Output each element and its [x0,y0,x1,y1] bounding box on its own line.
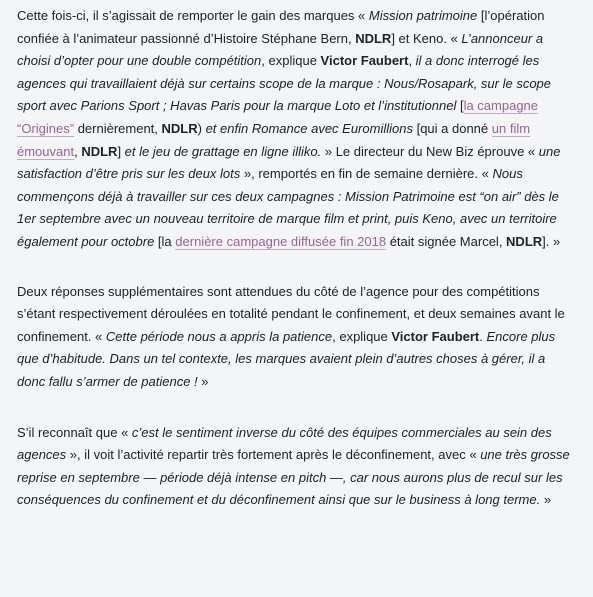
ndlr-label: NDLR [161,120,198,136]
quote-text: Nous commençons déjà à travailler sur ces deux campagnes : Mission Patrimoine est “on air” dès le 1er septembre avec un nouveau territoire de marque film et print, puis Keno, avec un territoire également pour octobre [17,166,559,249]
text-span: , [408,53,416,69]
text-span: [ [456,98,464,114]
quote-text: une satisfaction d’être pris sur les deux lots [17,143,561,182]
paragraph-1 [17,5,575,254]
person-name: Victor Faubert [320,53,409,69]
text-span: ) [197,120,206,136]
text-span: » [197,373,209,389]
quote-text: et enfin Romance avec Euromillions [205,120,413,136]
quote-text: il a donc interrogé les agences qui travaillaient déjà sur certains scope de la marque : Nous/Rosapark, sur le scope sport avec Parions Sport ; Havas Paris pour la marque Loto et l’institutionnel [17,53,552,114]
italic-text: Mission patrimoine [368,8,478,23]
text-span: [l’opération confiée à l’animateur passionné d’Histoire Stéphane Bern, [17,8,545,46]
link-derniere-campagne[interactable]: dernière campagne diffusée fin 2018 [175,233,387,249]
text-span: ] [117,143,125,159]
text-span: Deux réponses supplémentaires sont attendues du côté de l’agence pour des compétitions s’étant respectivement déroulées en totalité pendant le confinement, et deux semaines avant le confinement. « [17,283,565,344]
quote-text: c’est le sentiment inverse du côté des équipes commerciales au sein des agences [17,424,552,463]
text-span: . [479,328,487,344]
paragraph-2 [17,281,575,394]
text-span: , [74,143,82,159]
paragraph-3 [17,422,575,512]
quote-text: Cette période nous a appris la patience [105,328,333,344]
text-span: » [540,492,552,508]
text-span: S’il reconnaît que « [17,424,132,440]
quote-text: et le jeu de grattage en ligne illiko. [124,143,322,159]
link-film-emouvant[interactable]: un film émouvant [17,120,531,159]
quote-text: L’annonceur a choisi d’opter pour une double compétition [17,30,544,69]
ndlr-label: NDLR [81,143,118,159]
text-span: » Le directeur du New Biz éprouve « [321,143,539,159]
text-span: », il voit l’activité repartir très fortement après le déconfinement, avec « [66,447,481,463]
text-span: , explique [261,53,321,69]
text-span: ] et Keno. « [391,30,462,46]
text-span: était signée Marcel, [386,233,507,249]
ndlr-label: NDLR [355,30,392,46]
quote-text: une très grosse reprise en septembre — période déjà intense en pitch —, car nous aurons plus de recul sur les conséquences du confinement et du déconfinement ainsi que sur le business à long terme. [17,447,570,508]
quote-text: Encore plus que d’habitude. Dans un tel contexte, les marques avaient plein d’autres choses à gérer, il a donc fallu s’armer de patience ! [17,328,556,389]
text-span: dernièrement, [74,120,162,136]
text-span: [la [154,233,176,249]
text-span: [qui a donné [412,120,492,136]
text-span: Cette fois-ci, il s’agissait de remporter le gain des marques « [17,8,369,23]
text-span: , explique [332,328,392,344]
text-span: ]. » [542,233,561,249]
ndlr-label: NDLR [506,233,543,249]
text-span: », remportés en fin de semaine dernière. « [240,166,493,182]
link-campagne-origines[interactable]: la campagne “Origines” [17,98,539,136]
person-name: Victor Faubert [391,328,480,344]
